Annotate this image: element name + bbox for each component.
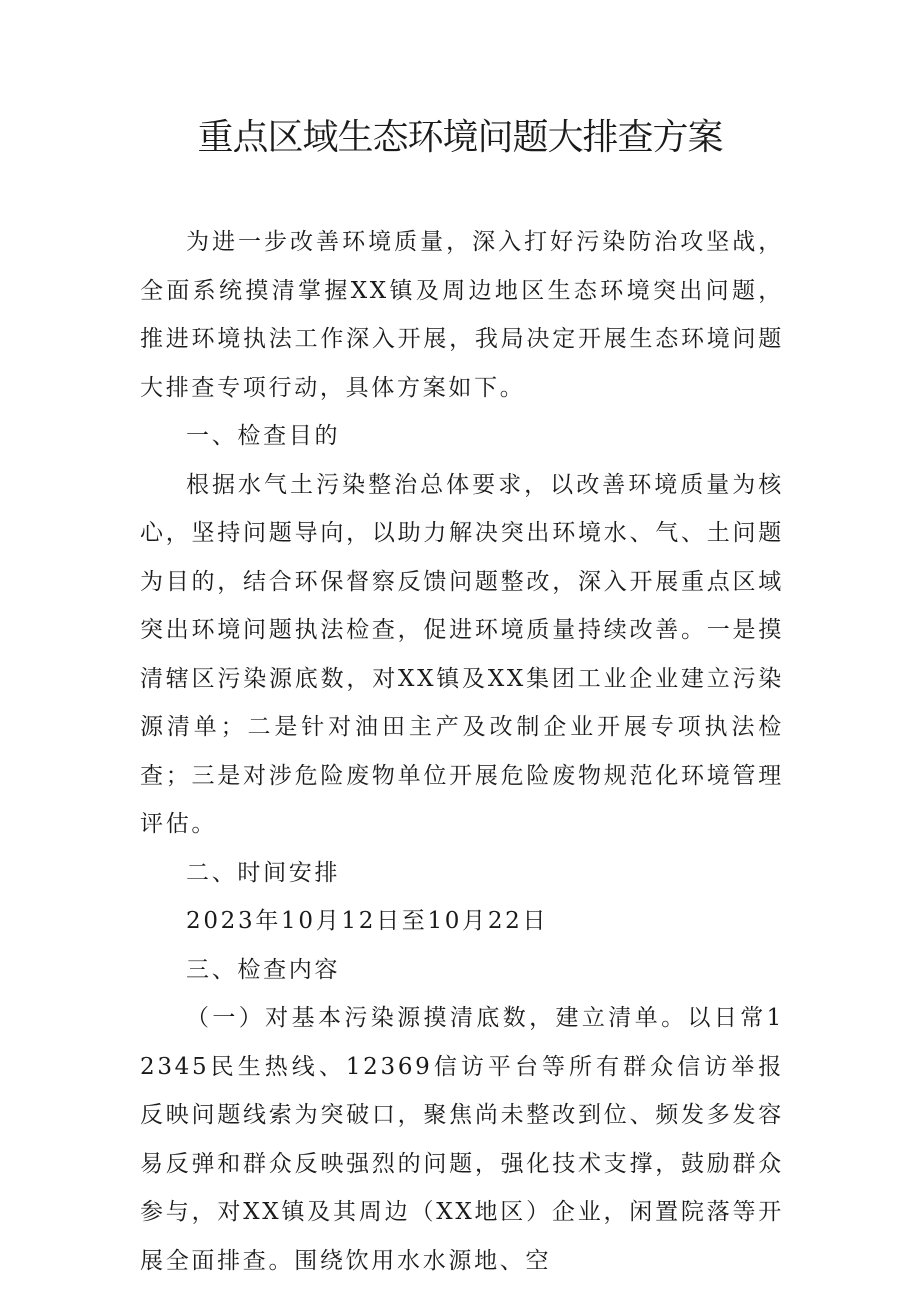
document-title: 重点区域生态环境问题大排查方案 — [197, 117, 723, 158]
section-heading-content: 三、检查内容 — [186, 956, 341, 983]
purpose-paragraph: 根据水气土污染整治总体要求，以改善环境质量为核心，坚持问题导向，以助力解决突出环境水、气、土问题为目的，结合环保督察反馈问题整改，深入开展重点区域突出环境问题执法检查，促进环境质量持续改善。一是摸清辖区污染源底数，对XX镇及XX集团工业企业建立污染源清单；二是针对油田主产及改制企业开展专项执法检查；三是对涉危险废物单位开展危险废物规范化环境管理评估。 — [140, 471, 784, 837]
schedule-paragraph: 2023年10月12日至10月22日 — [186, 908, 549, 934]
content-paragraph-1: （一）对基本污染源摸清底数，建立清单。以日常12345民生热线、12369信访平台等所有群众信访举报反映问题线索为突破口，聚焦尚未整改到位、频发多发容易反弹和群众反映强烈的问题，强化技术支撑，鼓励群众参与，对XX镇及其周边（XX地区）企业，闲置院落等开展全面排查。围绕饮用水水源地、空 — [140, 1005, 784, 1274]
section-heading-schedule: 二、时间安排 — [186, 859, 341, 886]
section-heading-purpose: 一、检查目的 — [186, 423, 341, 449]
intro-paragraph: 为进一步改善环境质量，深入打好污染防治攻坚战，全面系统摸清掌握XX镇及周边地区生态环境突出问题，推进环境执法工作深入开展，我局决定开展生态环境问题大排查专项行动，具体方案如下。 — [140, 229, 784, 401]
document-body — [140, 218, 784, 1285]
